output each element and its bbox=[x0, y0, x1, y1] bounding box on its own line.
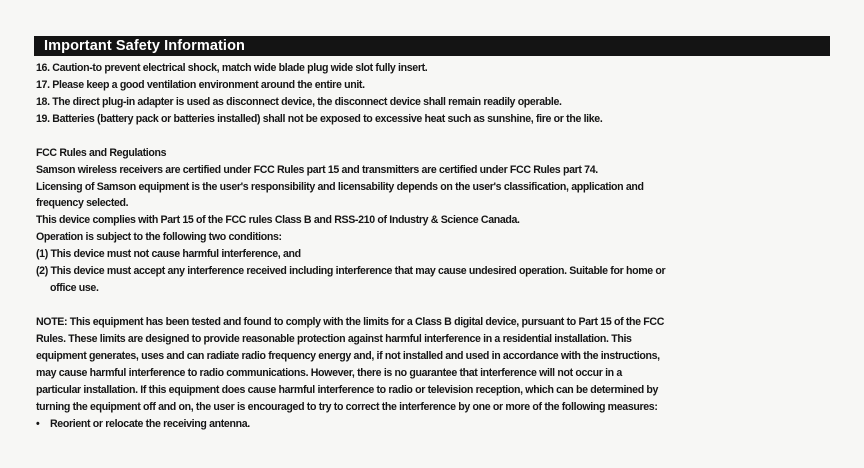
safety-item-16: 16. Caution-to prevent electrical shock, match wide blade plug wide slot fully insert. bbox=[36, 62, 428, 74]
fcc-condition-2-cont: office use. bbox=[50, 282, 99, 294]
page-title: Important Safety Information bbox=[44, 38, 245, 54]
note-line: particular installation. If this equipment does cause harmful interference to radio or television reception, which can be determined by bbox=[36, 384, 659, 396]
fcc-line: Licensing of Samson equipment is the user's responsibility and licensability depends on the user's classification, application and bbox=[36, 181, 644, 193]
fcc-line: This device complies with Part 15 of the FCC rules Class B and RSS-210 of Industry & Science Canada. bbox=[36, 214, 520, 226]
safety-item-18: 18. The direct plug-in adapter is used as disconnect device, the disconnect device shall remain readily operable. bbox=[36, 96, 562, 108]
bullet-text: Reorient or relocate the receiving antenna. bbox=[50, 418, 250, 430]
note-line: may cause harmful interference to radio communications. However, there is no guarantee that interference will not occur in a bbox=[36, 367, 622, 379]
fcc-line: frequency selected. bbox=[36, 197, 129, 209]
safety-item-17: 17. Please keep a good ventilation environment around the entire unit. bbox=[36, 79, 365, 91]
note-line: NOTE: This equipment has been tested and found to comply with the limits for a Class B digital device, pursuant to Part 15 of the FCC bbox=[36, 316, 665, 328]
fcc-line: Samson wireless receivers are certified under FCC Rules part 15 and transmitters are certified under FCC Rules part 74. bbox=[36, 164, 598, 176]
note-line: equipment generates, uses and can radiate radio frequency energy and, if not installed and used in accordance with the instructions, bbox=[36, 350, 660, 362]
fcc-line: Operation is subject to the following two conditions: bbox=[36, 231, 282, 243]
fcc-heading: FCC Rules and Regulations bbox=[36, 147, 167, 159]
fcc-condition-2: (2) This device must accept any interference received including interference that may cause undesired operation. Suitable for home or bbox=[36, 265, 666, 277]
note-bullet-item bbox=[36, 418, 250, 431]
note-line: Rules. These limits are designed to provide reasonable protection against harmful interference in a residential installation. This bbox=[36, 333, 632, 345]
safety-item-19: 19. Batteries (battery pack or batteries installed) shall not be exposed to excessive heat such as sunshine, fire or the like. bbox=[36, 113, 603, 125]
note-line: turning the equipment off and on, the user is encouraged to try to correct the interference by one or more of the following measures: bbox=[36, 401, 658, 413]
section-header-bar bbox=[34, 36, 830, 56]
bullet-icon: • bbox=[36, 418, 40, 430]
fcc-condition-1: (1) This device must not cause harmful interference, and bbox=[36, 248, 301, 260]
